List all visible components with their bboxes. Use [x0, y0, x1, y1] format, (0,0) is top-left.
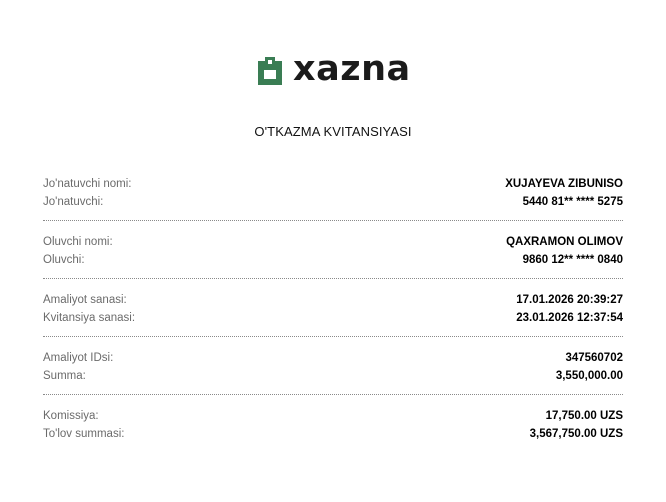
amount-value: 3,550,000.00 [555, 370, 623, 382]
recipient-card-value: 9860 12** **** 0840 [522, 254, 623, 266]
totals-section [43, 407, 623, 443]
shopping-bag-icon [256, 57, 284, 87]
sender-card-value: 5440 81** **** 5275 [522, 196, 623, 208]
transaction-section [43, 349, 623, 385]
operation-date-row [43, 291, 623, 309]
receipt-title: O'TKAZMA KVITANSIYASI [254, 124, 412, 139]
sender-name-row [43, 175, 623, 193]
operation-id-row [43, 349, 623, 367]
operation-id-value: 347560702 [565, 352, 623, 364]
receipt-date-label: Kvitansiya sanasi: [43, 312, 136, 324]
commission-label: Komissiya: [43, 410, 99, 422]
receipt-details [43, 175, 623, 443]
commission-row [43, 407, 623, 425]
recipient-name-row [43, 233, 623, 251]
sender-name-value: XUJAYEVA ZIBUNISO [505, 178, 623, 190]
recipient-section [43, 233, 623, 269]
dotted-divider [43, 336, 623, 337]
sender-card-row [43, 193, 623, 211]
total-payment-row [43, 425, 623, 443]
total-payment-label: To'lov summasi: [43, 428, 125, 440]
recipient-name-label: Oluvchi nomi: [43, 236, 113, 248]
dotted-divider [43, 278, 623, 279]
dotted-divider [43, 220, 623, 221]
recipient-card-row [43, 251, 623, 269]
operation-date-value: 17.01.2026 20:39:27 [516, 294, 623, 306]
operation-id-label: Amaliyot IDsi: [43, 352, 114, 364]
sender-section [43, 175, 623, 211]
operation-date-label: Amaliyot sanasi: [43, 294, 127, 306]
receipt-date-value: 23.01.2026 12:37:54 [516, 312, 623, 324]
commission-value: 17,750.00 UZS [545, 410, 623, 422]
sender-name-label: Jo'natuvchi nomi: [43, 178, 132, 190]
amount-label: Summa: [43, 370, 86, 382]
receipt-date-row [43, 309, 623, 327]
sender-card-label: Jo'natuvchi: [43, 196, 104, 208]
recipient-card-label: Oluvchi: [43, 254, 85, 266]
brand-name: xazna [293, 49, 411, 89]
total-payment-value: 3,567,750.00 UZS [529, 428, 623, 440]
recipient-name-value: QAXRAMON OLIMOV [506, 236, 623, 248]
dates-section [43, 291, 623, 327]
dotted-divider [43, 394, 623, 395]
amount-row [43, 367, 623, 385]
brand-logo [256, 49, 411, 90]
